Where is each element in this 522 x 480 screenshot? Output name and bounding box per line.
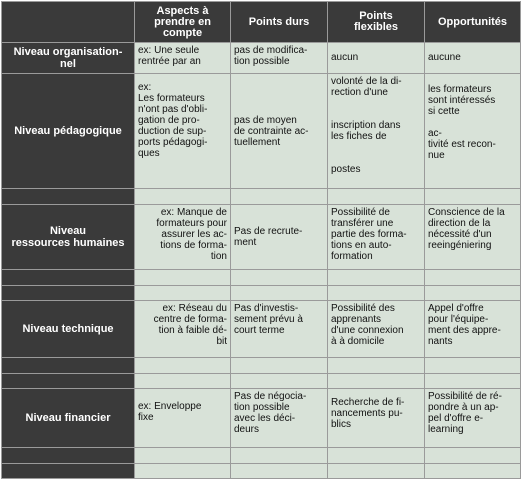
header-row	[2, 2, 521, 43]
table-cell: Pas de négocia- tion possible avec les déci- deurs	[231, 388, 328, 447]
table-row	[2, 463, 521, 478]
table-cell	[231, 448, 328, 463]
table-cell	[425, 285, 521, 300]
table-cell	[231, 358, 328, 373]
row-label-empty	[2, 189, 135, 204]
table-cell	[425, 448, 521, 463]
table-cell: ex: Enveloppe fixe	[135, 388, 231, 447]
header-corner	[2, 2, 135, 43]
table-cell: Possibilité des apprenants d'une connexion à à domicile	[328, 300, 425, 357]
header-points-flexibles: Points flexibles	[328, 2, 425, 43]
table-cell	[328, 285, 425, 300]
table-cell	[135, 373, 231, 388]
swot-table	[1, 1, 521, 479]
header-points-durs: Points durs	[231, 2, 328, 43]
table-cell	[425, 270, 521, 285]
header-aspects: Aspects à prendre en compte	[135, 2, 231, 43]
table-cell	[328, 463, 425, 478]
row-label-pedagogique: Niveau pédagogique	[2, 73, 135, 189]
table-cell: aucune	[425, 43, 521, 74]
table-cell	[425, 373, 521, 388]
table-row	[2, 358, 521, 373]
table-cell	[425, 189, 521, 204]
table-cell	[231, 373, 328, 388]
row-label-empty	[2, 448, 135, 463]
table-cell	[328, 448, 425, 463]
table-cell: aucun	[328, 43, 425, 74]
table-cell: Conscience de la direction de la nécessité d'un reeingéniering	[425, 204, 521, 270]
table-cell: ex: Réseau du centre de forma- tion à faible dé- bit	[135, 300, 231, 357]
table-row	[2, 373, 521, 388]
table-row	[2, 43, 521, 74]
table-cell: Possibilité de ré- pondre à un ap- pel d'offre e- learning	[425, 388, 521, 447]
table-cell: ex: Les formateurs n'ont pas d'obli- gation de pro- duction de sup- ports pédagogi- ques	[135, 73, 231, 189]
table-cell: Appel d'offre pour l'équipe- ment des appre- nants	[425, 300, 521, 357]
table-cell	[425, 463, 521, 478]
table-cell	[135, 285, 231, 300]
table-row	[2, 285, 521, 300]
row-label-technique: Niveau technique	[2, 300, 135, 357]
table-cell: Possibilité de transférer une partie des forma- tions en auto- formation	[328, 204, 425, 270]
table-row	[2, 73, 521, 189]
table-cell	[328, 373, 425, 388]
row-label-financier: Niveau financier	[2, 388, 135, 447]
table-cell: ex: Manque de formateurs pour assurer les ac- tions de forma- tion	[135, 204, 231, 270]
table-row	[2, 448, 521, 463]
table-cell	[135, 358, 231, 373]
header-opportunites: Opportunités	[425, 2, 521, 43]
table-cell: pas de modifica- tion possible	[231, 43, 328, 74]
table-cell	[231, 189, 328, 204]
table-row	[2, 189, 521, 204]
row-label-empty	[2, 463, 135, 478]
table-cell	[135, 448, 231, 463]
table-cell: ex: Une seule rentrée par an	[135, 43, 231, 74]
table-cell	[135, 189, 231, 204]
table-cell	[231, 270, 328, 285]
table-cell: volonté de la di- rection d'une inscription dans les fiches de postes	[328, 73, 425, 189]
table-cell: Pas de recrute- ment	[231, 204, 328, 270]
table-cell: Recherche de fi- nancements pu- blics	[328, 388, 425, 447]
row-label-ressources-humaines: Niveau ressources humaines	[2, 204, 135, 270]
table-cell	[425, 358, 521, 373]
row-label-organisationnel: Niveau organisation- nel	[2, 43, 135, 74]
table-cell: Pas d'investis- sement prévu à court terme	[231, 300, 328, 357]
table-cell	[328, 270, 425, 285]
table-cell	[231, 463, 328, 478]
table-row	[2, 204, 521, 270]
row-label-empty	[2, 373, 135, 388]
table-cell	[231, 285, 328, 300]
table-cell	[135, 463, 231, 478]
row-label-empty	[2, 285, 135, 300]
table-row	[2, 300, 521, 357]
table-cell	[328, 189, 425, 204]
table-row	[2, 388, 521, 447]
table-cell: les formateurs sont intéressés si cette ac- tivité est recon- nue	[425, 73, 521, 189]
row-label-empty	[2, 270, 135, 285]
table-cell	[135, 270, 231, 285]
table-row	[2, 270, 521, 285]
table-cell: pas de moyen de contrainte ac- tuellement	[231, 73, 328, 189]
table-cell	[328, 358, 425, 373]
row-label-empty	[2, 358, 135, 373]
